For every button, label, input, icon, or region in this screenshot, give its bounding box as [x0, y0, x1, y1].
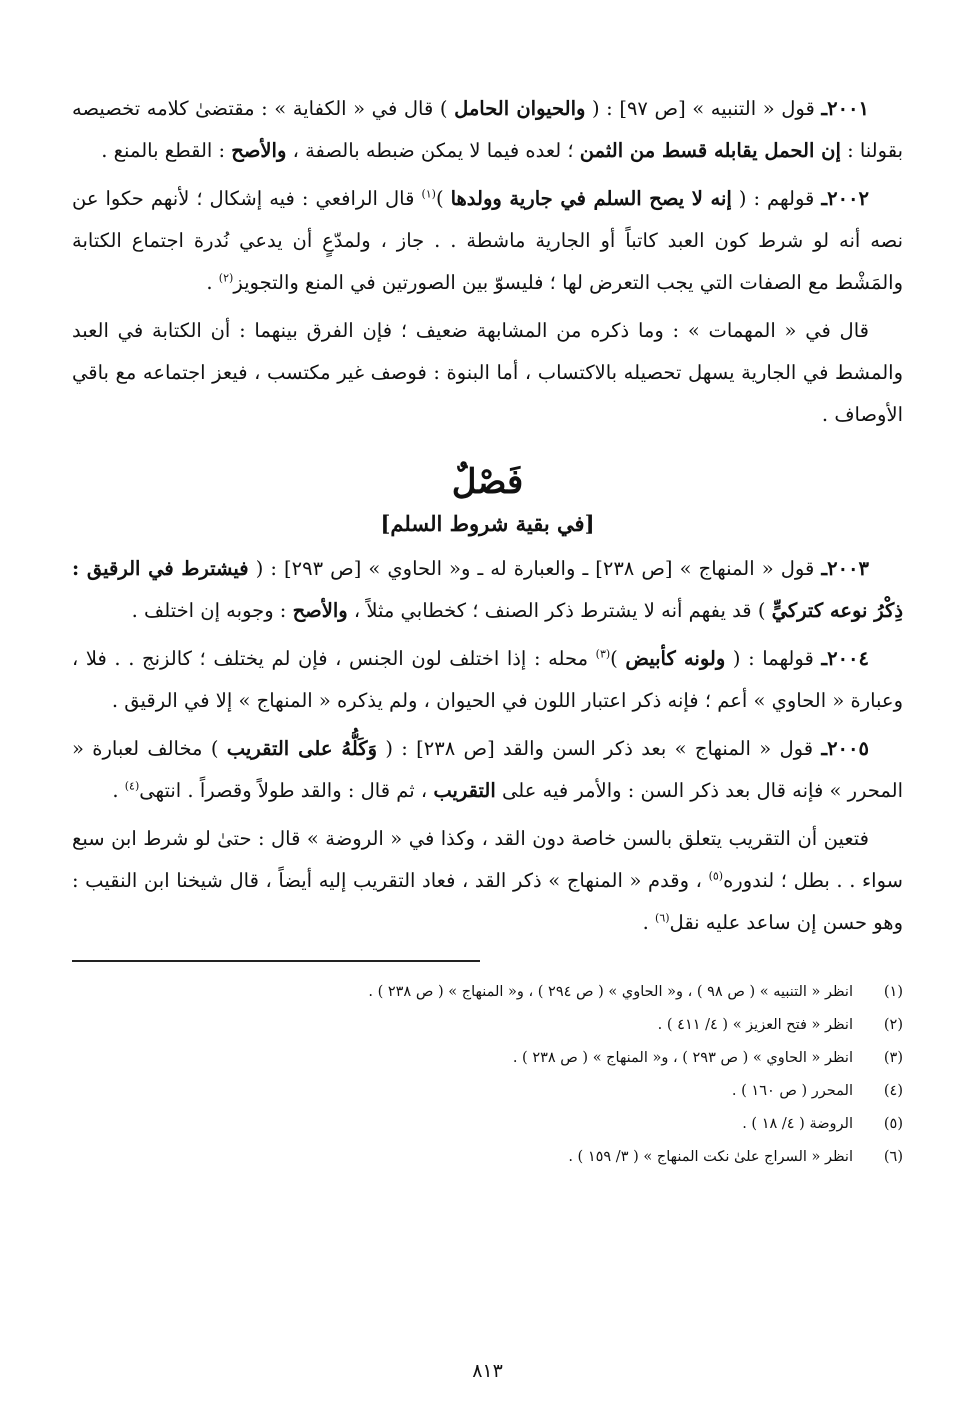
footnote-text: الروضة ( ٤/ ١٨ ) . [742, 1116, 853, 1132]
footnote-text: انظر « الحاوي » ( ص ٢٩٣ ) ، و« المنهاج » ( ص ٢٣٨ ) . [512, 1050, 853, 1066]
paragraph-taqrib: فتعين أن التقريب يتعلق بالسن خاصة دون القد ، وكذا في « الروضة » قال : حتىٰ لو شرط ابن سبع سواء . . بطل ؛ لندوره$^{(٥)}$ ، وقدم « المنهاج » ذكر القد ، فعاد التقريب إليه أيضاً ، قال شيخنا ابن النقيب : وهو حسن إن ساعد عليه نقل$^{(٦)}$ . [72, 827, 903, 934]
footnote [72, 1108, 903, 1141]
footnote-divider [72, 960, 480, 962]
footnote-number: (٣) [883, 1050, 903, 1066]
footnote [72, 1141, 903, 1174]
footnote-number: (٥) [883, 1116, 903, 1132]
footnote-number: (٦) [883, 1149, 903, 1165]
footnote-ref[interactable]: (٣) [595, 647, 611, 661]
footnote-number: (٢) [883, 1017, 903, 1033]
footnote [72, 1075, 903, 1108]
footnote [72, 1009, 903, 1042]
fasl-ornament: فَصْلٌ [451, 462, 524, 502]
footnote-ref[interactable]: (٢) [218, 271, 234, 285]
paragraph-muhimmat: قال في « المهمات » : وما ذكره من المشابهة ضعيف ؛ فإن الفرق بينهما : أن الكتابة في العبد والمشط في الجارية يسهل تحصيله بالاكتساب ، أما البنوة : فوصف غير مكتسب ، فيعز اجتماعه مع باقي الأوصاف . [72, 319, 903, 426]
issue-number: ٢٠٠٢ـ [821, 187, 869, 210]
footnote-text: انظر « السراج علىٰ نكت المنهاج » ( ٣/ ١٥٩ ) . [568, 1149, 853, 1165]
paragraph-2002: ٢٠٠٢ـ قولهم : ( إنه لا يصح السلم في جارية وولدها )$^{(١)}$ قال الرافعي : فيه إشكال ؛ لأنهم حكوا عن نصه أنه لو شرط كون العبد كاتباً أو الجارية ماشطة . . جاز ، ولمدّعٍ أن يدعي نُدرة اجتماع الكتابة والمَشْط مع الصفات التي يجب التعرض لها ؛ فليسوّ بين الصورتين في المنع والتجويز$^{(٢)}$ . [72, 187, 903, 294]
footnote-ref[interactable]: (٤) [124, 779, 140, 793]
issue-number: ٢٠٠١ـ [821, 97, 869, 120]
paragraph-2004: ٢٠٠٤ـ قولهما : ( ولونه كأبيض )$^{(٣)}$ محله : إذا اختلف لون الجنس ، فإن لم يختلف ؛ كالزنج . . فلا ، وعبارة « الحاوي » أعم ؛ فإنه ذكر اعتبار اللون في الحيوان ، ولم يذكره « المنهاج » إلا في الرقيق . [72, 647, 903, 712]
footnote-ref[interactable]: (٥) [708, 869, 724, 883]
issue-number: ٢٠٠٣ـ [821, 557, 869, 580]
footnote-text: انظر « فتح العزيز » ( ٤/ ٤١١ ) . [657, 1017, 853, 1033]
footnote [72, 1042, 903, 1075]
footnote-number: (١) [883, 984, 903, 1000]
footnote [72, 976, 903, 1009]
footnote-ref[interactable]: (١) [421, 187, 436, 201]
paragraph-2001: ٢٠٠١ـ قول « التنبيه » [ص ٩٧] : ( والحيوان الحامل ) قال في « الكفاية » : مقتضىٰ كلامه تخصيصه بقولنا : إن الحمل يقابله قسط من الثمن ؛ لعده فيما لا يمكن ضبطه بالصفة ، والأصح : القطع بالمنع . [72, 97, 903, 162]
footnotes [72, 976, 903, 1174]
paragraph-2005: ٢٠٠٥ـ قول « المنهاج » بعد ذكر السن والقد [ص ٢٣٨] : ( وَكَلُّهُ على التقريب ) مخالف لعبارة « المحرر » فإنه قال بعد ذكر السن : والأمر فيه على التقريب ، ثم قال : والقد طولاً وقصراً . انتهى$^{(٤)}$ . [72, 737, 903, 802]
issue-number: ٢٠٠٥ـ [821, 737, 869, 760]
footnote-number: (٤) [883, 1083, 903, 1099]
section-title: [في بقية شروط السلم] [380, 511, 595, 536]
page-number: ٨١٣ [472, 1360, 503, 1382]
footnote-ref[interactable]: (٦) [655, 911, 670, 925]
paragraph-2003: ٢٠٠٣ـ قول « المنهاج » [ص ٢٣٨] ـ والعبارة له ـ و« الحاوي » [ص ٢٩٣] : ( فيشترط في الرقيق : ذِكْرُ نوعه كتركيٍّ ) قد يفهم أنه لا يشترط ذكر الصنف ؛ كخطابي مثلاً ، والأصح : وجوبه إن اختلف . [72, 557, 903, 622]
page-body [72, 88, 903, 1174]
footnote-text: انظر « التنبيه » ( ص ٩٨ ) ، و« الحاوي » ( ص ٢٩٤ ) ، و« المنهاج » ( ص ٢٣٨ ) . [368, 984, 853, 1000]
footnote-text: المحرر ( ص ١٦٠ ) . [731, 1083, 853, 1099]
issue-number: ٢٠٠٤ـ [821, 647, 869, 670]
